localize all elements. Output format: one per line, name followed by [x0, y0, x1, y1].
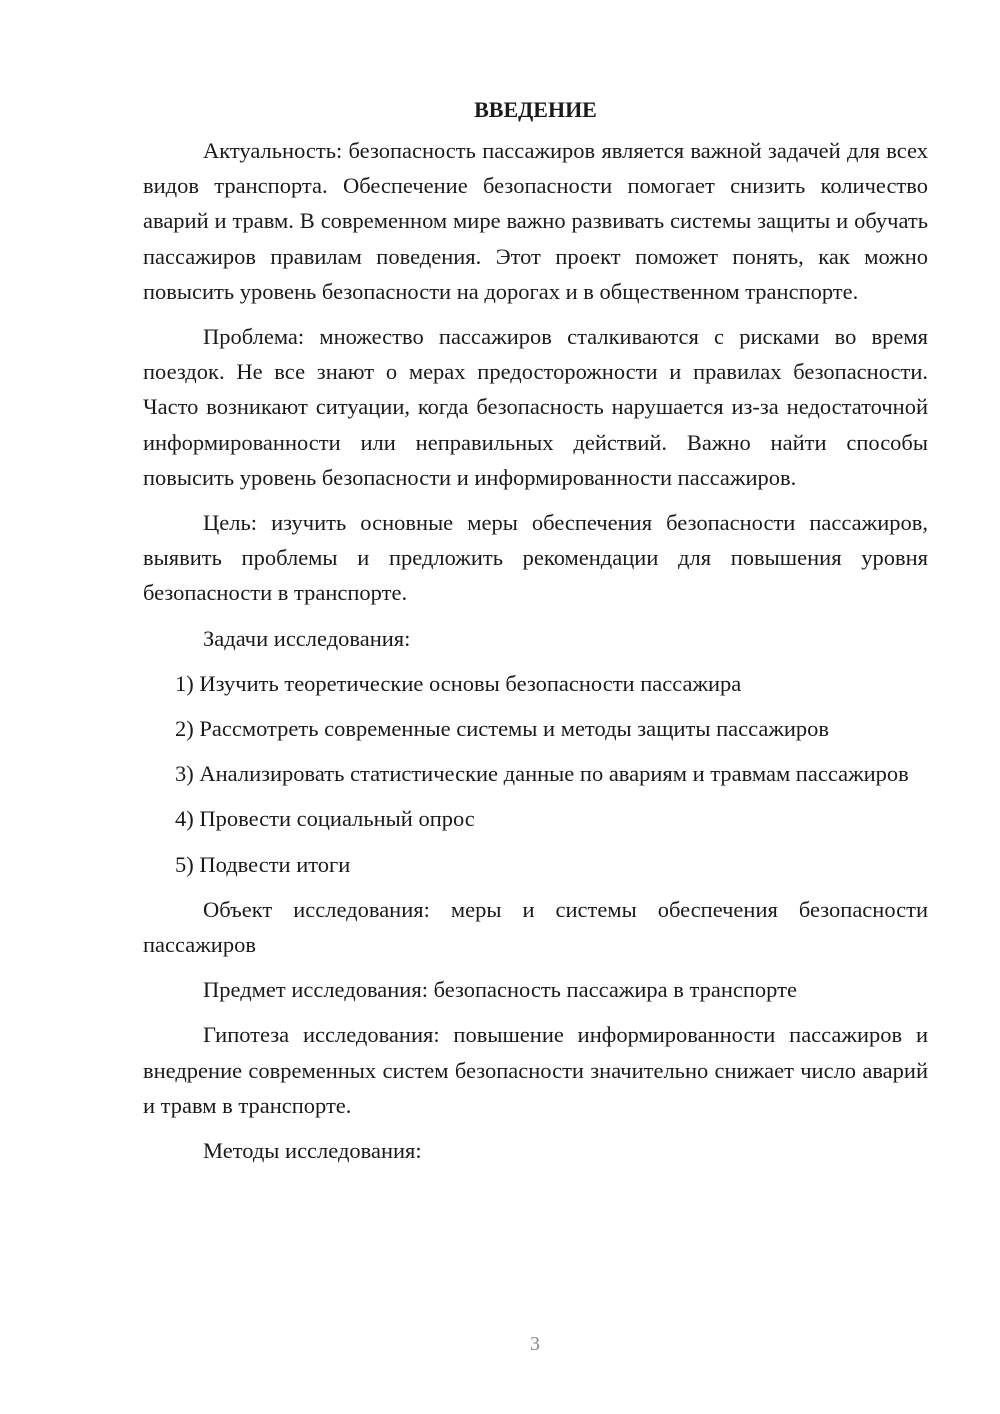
task-item-2: 2) Рассмотреть современные системы и методы защиты пассажиров — [175, 716, 830, 742]
task-item-3: 3) Анализировать статистические данные по авариям и травмам пассажиров — [175, 761, 909, 787]
paragraph-hypothesis: Гипотеза исследования: повышение информированности пассажиров и внедрение современных систем безопасности значительно снижает число аварий и травм в транспорте. — [143, 1022, 928, 1118]
section-title: ВВЕДЕНИЕ — [474, 97, 597, 122]
paragraph-relevance: Актуальность: безопасность пассажиров является важной задачей для всех видов транспорта. Обеспечение безопасности помогает снизить количество аварий и травм. В современном мире важно развивать системы защиты и обучать пассажиров правилам поведения. Этот проект поможет понять, как можно повысить уровень безопасности на дорогах и в общественном транспорте. — [143, 138, 928, 304]
paragraph-methods: Методы исследования: — [203, 1138, 422, 1164]
paragraph-subject: Предмет исследования: безопасность пассажира в транспорте — [203, 977, 797, 1003]
document-page — [143, 92, 928, 1168]
task-item-5: 5) Подвести итоги — [175, 851, 351, 877]
paragraph-problem: Проблема: множество пассажиров сталкиваются с рисками во время поездок. Не все знают о мерах предосторожности и правилах безопасности. Часто возникают ситуации, когда безопасность нарушается из-за недостаточной информированности или неправильных действий. Важно найти способы повысить уровень безопасности и информированности пассажиров. — [143, 324, 928, 490]
paragraph-tasks-heading: Задачи исследования: — [203, 625, 411, 651]
task-item-1: 1) Изучить теоретические основы безопасности пассажира — [175, 670, 742, 696]
page-number: 3 — [530, 1333, 540, 1355]
task-item-4: 4) Провести социальный опрос — [175, 806, 475, 832]
paragraph-goal: Цель: изучить основные меры обеспечения безопасности пассажиров, выявить проблемы и предложить рекомендации для повышения уровня безопасности в транспорте. — [143, 510, 928, 606]
paragraph-object: Объект исследования: меры и системы обеспечения безопасности пассажиров — [143, 896, 928, 958]
